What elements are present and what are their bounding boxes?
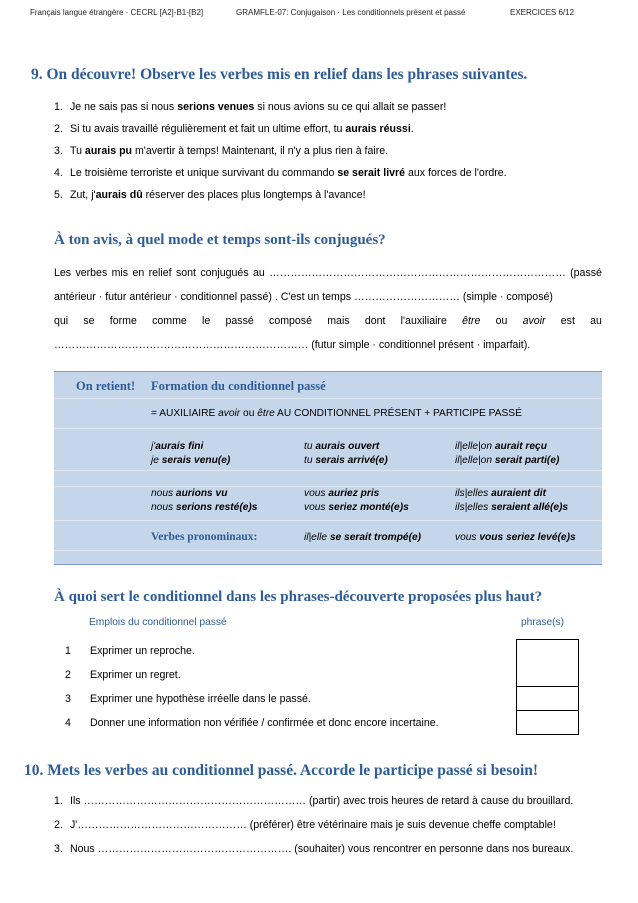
formation-rule: = AUXILIAIRE avoir ou être AU CONDITIONNEL PRÉSENT + PARTICIPE PASSÉ: [151, 408, 522, 419]
ex10-sentence-2: 2. J'………………………………………… (préférer) être vétérinaire mais je suis devenue cheffe comptable!: [54, 819, 556, 831]
usage-row-2-text: Exprimer un regret.: [90, 669, 181, 681]
header-module: GRAMFLE-07: Conjugaison · Les conditionnels présent et passé: [236, 8, 466, 17]
fill-paragraph: [54, 261, 602, 357]
rule-box-title: Formation du conditionnel passé: [151, 379, 326, 393]
sentence-2: 2. Si tu avais travaillé régulièrement et fait un ultime effort, tu aurais réussi.: [54, 123, 414, 135]
example-tu-aurais-ouvert: tu aurais ouvert: [304, 441, 380, 452]
example-il-serait-parti: il|elle|on serait parti(e): [455, 455, 560, 466]
usage-row-3-text: Exprimer une hypothèse irréelle dans le passé.: [90, 693, 311, 705]
para-line-1: Les verbes mis en relief sont conjugués au ………………………………………………………………………… (passé: [54, 261, 602, 285]
example-nous-aurions-vu: nous aurions vu: [151, 488, 228, 499]
example-vous-seriez-montes: vous seriez monté(e)s: [304, 502, 409, 513]
ex10-sentence-3: 3. Nous ………………………………………………. (souhaiter) vous rencontrer en personne dans nos bureaux.: [54, 843, 574, 855]
para-line-2: antérieur · futur antérieur · conditionnel passé) . C'est un temps ………………………… (simple · composé): [54, 291, 553, 303]
usage-row-4-num: 4: [65, 717, 71, 729]
usage-row-4-text: Donner une information non vérifiée / confirmée et donc encore incertaine.: [90, 717, 439, 729]
exercise-9-title: 9. On découvre! Observe les verbes mis en relief dans les phrases suivantes.: [31, 66, 528, 83]
answer-cell-2[interactable]: [516, 663, 579, 687]
ex10-sentence-1: 1. Ils ……………………………………………………… (partir) avec trois heures de retard à cause du brouillard.: [54, 795, 574, 807]
example-nous-serions-restes: nous serions resté(e)s: [151, 502, 258, 513]
question-mode-temps: À ton avis, à quel mode et temps sont-ils conjugués?: [54, 232, 386, 248]
header-page: EXERCICES 6/12: [510, 8, 575, 17]
example-ils-seraient-alles: ils|elles seraient allé(e)s: [455, 502, 569, 513]
rule-box: [54, 371, 602, 565]
usage-column-header: Emplois du conditionnel passé: [89, 617, 227, 628]
example-vous-auriez-pris: vous auriez pris: [304, 488, 380, 499]
answer-cell-1[interactable]: [516, 639, 579, 664]
blank-1[interactable]: …………………………………………………………………………: [269, 267, 566, 279]
example-je-serais-venu: je serais venu(e): [151, 455, 231, 466]
usage-row-1-num: 1: [65, 645, 71, 657]
header-course: Français langue étrangère · CECRL [A2]-B1-[B2]: [30, 8, 204, 17]
exercise-10-title: 10. Mets les verbes au conditionnel passé. Accorde le participe passé si besoin!: [24, 762, 539, 779]
rule-box-label: On retient!: [76, 379, 136, 393]
example-il-aurait-recu: il|elle|on aurait reçu: [455, 441, 547, 452]
example-se-serait-trompe: il|elle se serait trompé(e): [304, 532, 422, 543]
sentence-5: 5. Zut, j'aurais dû réserver des places plus longtemps à l'avance!: [54, 189, 366, 201]
usage-row-3-num: 3: [65, 693, 71, 705]
answer-cell-3[interactable]: [516, 687, 579, 711]
example-tu-serais-arrive: tu serais arrivé(e): [304, 455, 388, 466]
sentence-3: 3. Tu aurais pu m'avertir à temps! Maintenant, il n'y a plus rien à faire.: [54, 145, 389, 157]
example-ils-auraient-dit: ils|elles auraient dit: [455, 488, 546, 499]
usage-row-1-text: Exprimer un reproche.: [90, 645, 195, 657]
usage-row-2-num: 2: [65, 669, 71, 681]
pronominal-label: Verbes pronominaux:: [151, 531, 258, 543]
phrase-column-header: phrase(s): [521, 617, 565, 628]
sentence-4: 4. Le troisième terroriste et unique survivant du commando se serait livré aux forces de l'ordre.: [54, 167, 507, 179]
para-line-3: qui se forme comme le passé composé mais dont l'auxiliaire être ou avoir est au: [54, 315, 602, 327]
sentence-1: 1. Je ne sais pas si nous serions venues si nous avions su ce qui allait se passer!: [54, 101, 447, 113]
para-line-4: ……………………………………………………………… (futur simple · conditionnel présent · imparfait).: [54, 339, 531, 351]
example-vous-seriez-leves: vous vous seriez levé(e)s: [455, 532, 576, 543]
question-usage: À quoi sert le conditionnel dans les phrases-découverte proposées plus haut?: [54, 589, 543, 605]
example-j-aurais-fini: j'aurais fini: [151, 441, 204, 452]
answer-cell-4[interactable]: [516, 711, 579, 735]
